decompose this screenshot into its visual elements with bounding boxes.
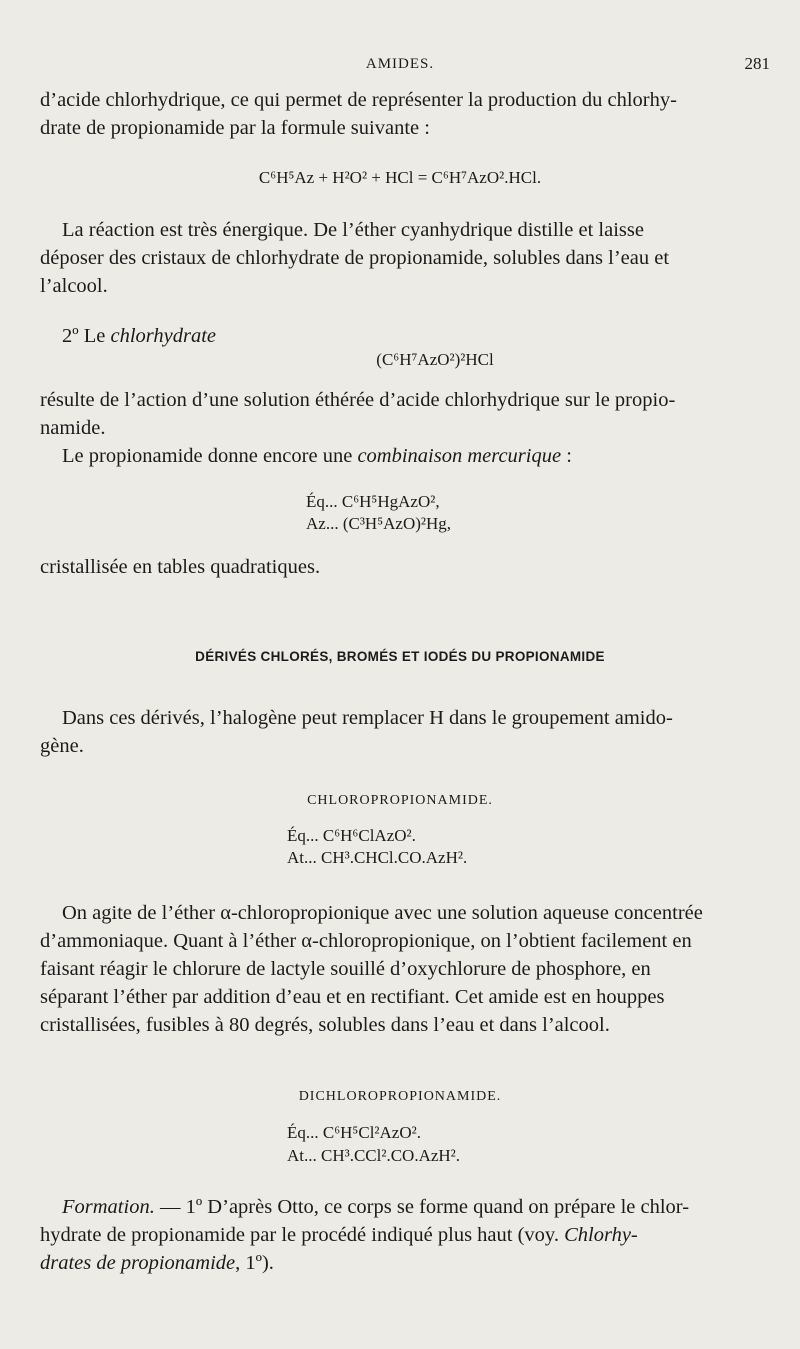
text-line: On agite de l’éther α-chloropropionique avec une solution aqueuse concentrée [62,902,703,924]
text-line: d’ammoniaque. Quant à l’éther α-chloropropionique, on l’obtient facilement en [40,930,692,952]
text-line: Dans ces dérivés, l’halogène peut remplacer H dans le groupement amido- [62,707,673,729]
text-line: namide. [40,417,106,439]
paragraph-result [40,386,762,442]
text-line: faisant réagir le chlorure de lactyle souillé d’oxychlorure de phosphore, en [40,958,651,980]
text-line: — 1º D’après Otto, ce corps se forme quand on prépare le chlor- [154,1196,690,1218]
text-line [40,1249,762,1277]
text-line: La réaction est très énergique. De l’éther cyanhydrique distille et laisse [62,219,644,241]
paragraph-chlorhydrate [40,322,762,350]
term-chlorhydrate: chlorhydrate [110,325,217,347]
running-head: AMIDES. [365,56,435,72]
paragraph-mercurique [40,442,762,470]
text-line: drate de propionamide par la formule suivante : [40,117,430,139]
text-line: résulte de l’action d’une solution éthérée d’acide chlorhydrique sur le propio- [40,389,676,411]
paragraph-chloro-prep [40,899,762,1039]
paragraph-cristallisee: cristallisée en tables quadratiques. [40,556,321,578]
formula-dichloro-at: At... CH³.CCl².CO.AzH². [287,1146,461,1165]
text-line: l’alcool. [40,275,108,297]
text-line: séparant l’éther par addition d’eau et en rectifiant. Cet amide est en houppes [40,986,665,1008]
page-header [0,52,800,76]
page-number: 281 [744,54,770,73]
paragraph-reaction [40,216,762,300]
paragraph-derives [40,704,762,760]
text-line: gène. [40,735,84,757]
formula-dichloro-eq: Éq... C⁶H⁵Cl²AzO². [287,1123,421,1142]
formula-chloro-eq: Éq... C⁶H⁶ClAzO². [287,826,416,845]
item-number: 2º Le [62,325,111,347]
formula-chloro-at: At... CH³.CHCl.CO.AzH². [287,848,468,867]
text-line: cristallisées, fusibles à 80 degrés, solubles dans l’eau et dans l’alcool. [40,1014,610,1036]
subheading-chloropropionamide: CHLOROPROPIONAMIDE. [307,793,493,808]
text-line [40,1193,762,1221]
formula-chlorhydrate: (C⁶H⁷AzO²)²HCl [376,350,494,369]
paragraph-formation [40,1193,762,1277]
text-line: déposer des cristaux de chlorhydrate de propionamide, solubles dans l’eau et [40,247,670,269]
formula-mercurique-at: Az... (C³H⁵AzO)²Hg, [306,514,452,533]
section-title: DÉRIVÉS CHLORÉS, BROMÉS ET IODÉS DU PROPIONAMIDE [195,649,605,664]
term-formation: Formation. [62,1196,155,1218]
text-line [40,1221,762,1249]
term-combinaison: combinaison mercurique [357,445,562,467]
text-line: Le propionamide donne encore une [62,445,358,467]
text-line: hydrate de propionamide par le procédé indiqué plus haut (voy. [40,1224,565,1246]
text-line: d’acide chlorhydrique, ce qui permet de représenter la production du chlorhy- [40,89,677,111]
reference-chlorhydrates-cont: drates de propionamide [40,1252,236,1274]
text-line: , 1º). [235,1252,274,1274]
reference-chlorhydrates: Chlorhy- [564,1224,638,1246]
text-line: : [561,445,572,467]
equation-reaction: C⁶H⁵Az + H²O² + HCl = C⁶H⁷AzO².HCl. [258,168,542,187]
subheading-dichloropropionamide: DICHLOROPROPIONAMIDE. [298,1089,502,1104]
formula-mercurique-eq: Éq... C⁶H⁵HgAzO², [306,492,440,511]
paragraph-intro [40,86,762,142]
